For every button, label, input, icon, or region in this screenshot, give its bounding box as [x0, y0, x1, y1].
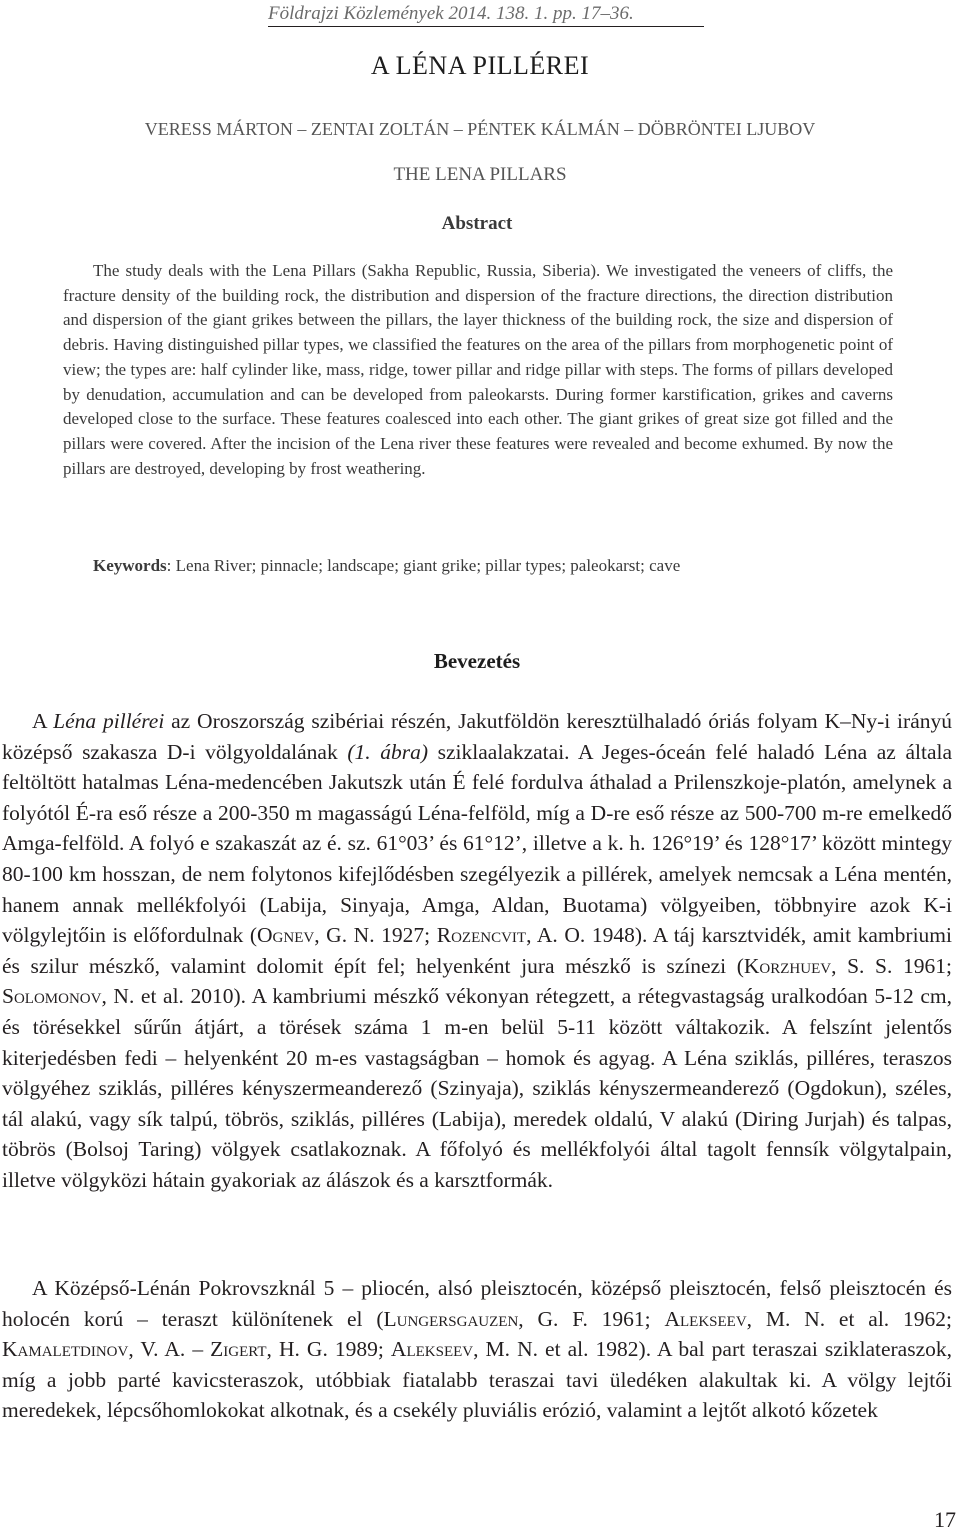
text-run: , H. G. 1989; — [266, 1337, 391, 1362]
citation-author: Alekseev — [390, 1337, 474, 1362]
text-run: , M. N. et al. 1982). A bal part teraszai sziklateraszok, míg a jobb parté kavicsteraszok, utóbbiak fiatalabb teraszai tavi üledéken alakultak ki. A völgy lejtői meredekek, lépcsőhomlokokat alkotnak, és a csekély pluviális erózió, valamint a lejtőt alkotó kőzetek — [2, 1337, 953, 1423]
english-title: THE LENA PILLARS — [393, 164, 567, 185]
abstract-text: The study deals with the Lena Pillars (Sakha Republic, Russia, Siberia). We investigated the veneers of cliffs, the fracture density of the building rock, the distribution and dispersion of the fracture directions, the direction distribution and dispersion of the giant grikes between the pillars, the layer thickness of the building rock, the size and dispersion of debris. Having distinguished pillar types, we classified the features on the area of the pillars from morphogenetic point of view; the types are: half cylinder like, mass, ridge, tower pillar and ridge pillar with steps. The forms of pillars developed by denudation, accumulation and can be developed from paleokarsts. During former karstification, grikes and caverns developed close to the surface. These features coalesced into each other. The giant grikes of great size got filled and the pillars were covered. After the incision of the Lena river these features were revealed and become exhumed. By now the pillars are destroyed, developing by frost weathering. — [63, 261, 893, 478]
abstract-heading: Abstract — [441, 213, 513, 234]
citation-author: Alekseev — [664, 1306, 747, 1331]
keywords-label: Keywords — [93, 556, 167, 575]
article-title: A LÉNA PILLÉREI — [370, 51, 590, 80]
text-run: az Oroszország szibériai részén, Jakutföldön keresztülhaladó óriás folyam K–Ny-i irányú középső szakasza D-i völgyoldalának — [2, 709, 952, 764]
text-run: A Középső-Lénán Pokrovszknál 5 – pliocén, alsó pleisztocén, középső pleisztocén, felső pleisztocén és holocén korú – teraszt különítenek el ( — [2, 1276, 952, 1331]
citation-author: Kamaletdinov — [2, 1337, 129, 1362]
text-run: A — [32, 709, 54, 733]
section-heading: Bevezetés — [433, 649, 521, 673]
citation-author: Korzhuev — [743, 953, 832, 978]
keywords — [93, 554, 893, 578]
text-run: , M. N. et al. 1962; — [746, 1306, 952, 1331]
body-paragraph-1 — [2, 706, 952, 1196]
running-header: Földrajzi Közlemények 2014. 138. 1. pp. 17–36. — [268, 2, 704, 27]
citation-author: Solomonov — [2, 984, 102, 1009]
body-paragraph-2 — [2, 1273, 952, 1426]
italic-run: Léna pillérei — [53, 709, 165, 733]
text-run: , G. N. 1927; — [314, 923, 437, 948]
citation-author: Lungersgauzen — [383, 1306, 519, 1331]
citation-author: Rozencvit — [436, 923, 527, 948]
citation-author: Ognev — [257, 923, 315, 948]
authors: VERESS MÁRTON – ZENTAI ZOLTÁN – PÉNTEK KÁLMÁN – DÖBRÖNTEI LJUBOV — [144, 119, 816, 139]
keywords-text: : Lena River; pinnacle; landscape; giant grike; pillar types; paleokarst; cave — [166, 556, 681, 575]
text-run: , N. et al. 2010). A kambriumi mészkő vékonyan rétegzett, a rétegvastagság uralkodóan 5-12 cm, és törésekkel sűrűn átjárt, a törések száma 1 m-en belül 5-11 között váltakozik. A felszínt jelentős kiterjedésben fedi – helyenként 20 m-es vastagságban – homok és agyag. A Léna sziklás, pilléres, teraszos völgyéhez sziklás, pilléres kényszermeanderező (Szinyaja), sziklás kényszermeanderező (Ogdokun), széles, tál alakú, vagy sík talpú, töbrös, sziklás, pilléres (Labija), meredek oldalú, V alakú (Diring Jurjah) és talpas, töbrös (Bolsoj Taring) völgyek csatlakoznak. A főfolyó és mellékfolyói által tagolt fennsík völgytalpain, illetve völgyközi hátain gyakoriak az álászok és a karsztformák. — [2, 984, 952, 1192]
figure-reference: (1. ábra) — [347, 739, 429, 764]
text-run: , A. O. 1948). A táj karsztvidék, amit kambriumi és szilur mészkő, valamint dolomit épít fel; helyenként jura mészkő is színezi ( — [2, 923, 952, 978]
text-run: , S. S. 1961; — [831, 953, 952, 978]
citation-author: Zigert — [210, 1337, 267, 1362]
text-run: , G. F. 1961; — [518, 1306, 665, 1331]
text-run: sziklaalakzatai. A Jeges-óceán felé haladó Léna az általa feltöltött hatalmas Léna-medencében Jakutszk után É felé fordulva áthalad a Prilenszkoje-platón, amelynek a folyótól É-ra eső része a 200-350 m magasságú Léna-felföld, míg a D-re eső része az 500-700 m-re emelkedő Amga-felföld. A folyó e szakaszát az é. sz. 61°03’ és 61°12’, illetve a k. h. 126°19’ és 128°17’ között mintegy 80-100 km hosszan, de nem folytonos kifejlődésben szegélyezik a pillérek, amelyek nemcsak a Léna mentén, hanem annak mellékfolyói (Labija, Sinyaja, Amga, Aldan, Buotama) völgyeiben, többnyire azok K-i völgylejtőin is előfordulnak ( — [2, 739, 952, 948]
text-run: , V. A. – — [128, 1337, 211, 1362]
page-number: 17 — [934, 1507, 956, 1532]
